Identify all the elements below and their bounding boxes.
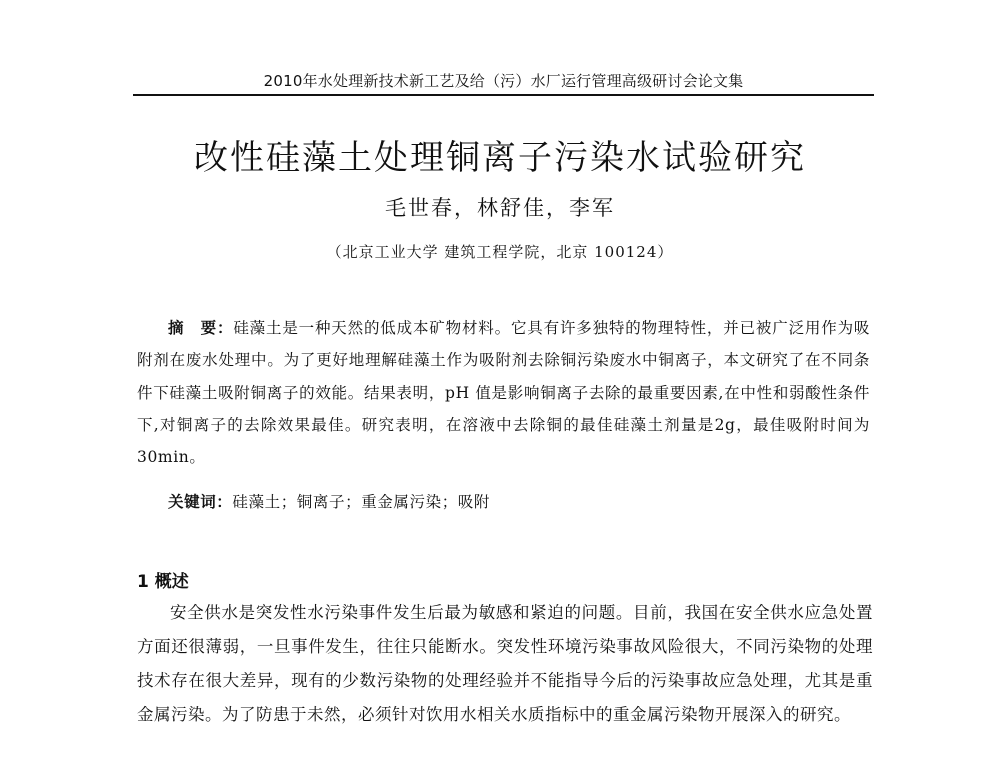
abstract — [137, 312, 870, 473]
running-header: 2010年水处理新技术新工艺及给（污）水厂运行管理高级研讨会论文集 — [263, 72, 744, 90]
section-paragraph: 安全供水是突发性水污染事件发生后最为敏感和紧迫的问题。目前，我国在安全供水应急处置方面还很薄弱，一旦事件发生，往往只能断水。突发性环境污染事故风险很大，不同污染物的处理技术存在很大差异，现有的少数污染物的处理经验并不能指导今后的污染事故应急处理，尤其是重金属污染。为了防患于未然，必须针对饮用水相关水质指标中的重金属污染物开展深入的研究。 — [137, 603, 873, 724]
paper-authors: 毛世春，林舒佳，李军 — [385, 196, 615, 220]
keywords-label: 关键词： — [168, 492, 233, 511]
keywords-text: 硅藻土；铜离子；重金属污染；吸附 — [232, 493, 491, 511]
paper-title: 改性硅藻土处理铜离子污染水试验研究 — [194, 138, 806, 178]
section-heading: 1 概述 — [137, 572, 189, 592]
keywords — [168, 490, 870, 512]
abstract-label: 摘 要： — [168, 318, 234, 337]
paper-affiliation: （北京工业大学 建筑工程学院，北京 100124） — [326, 243, 674, 261]
abstract-text: 硅藻土是一种天然的低成本矿物材料。它具有许多独特的物理特性，并已被广泛用作为吸附剂在废水处理中。为了更好地理解硅藻土作为吸附剂去除铜污染废水中铜离子，本文研究了在不同条件下硅藻土吸附铜离子的效能。结果表明，pH 值是影响铜离子去除的最重要因素,在中性和弱酸性条件下,对铜离子的去除效果最佳。研究表明，在溶液中去除铜的最佳硅藻土剂量是2g，最佳吸附时间为30min。 — [137, 319, 870, 467]
header-rule — [133, 94, 874, 96]
